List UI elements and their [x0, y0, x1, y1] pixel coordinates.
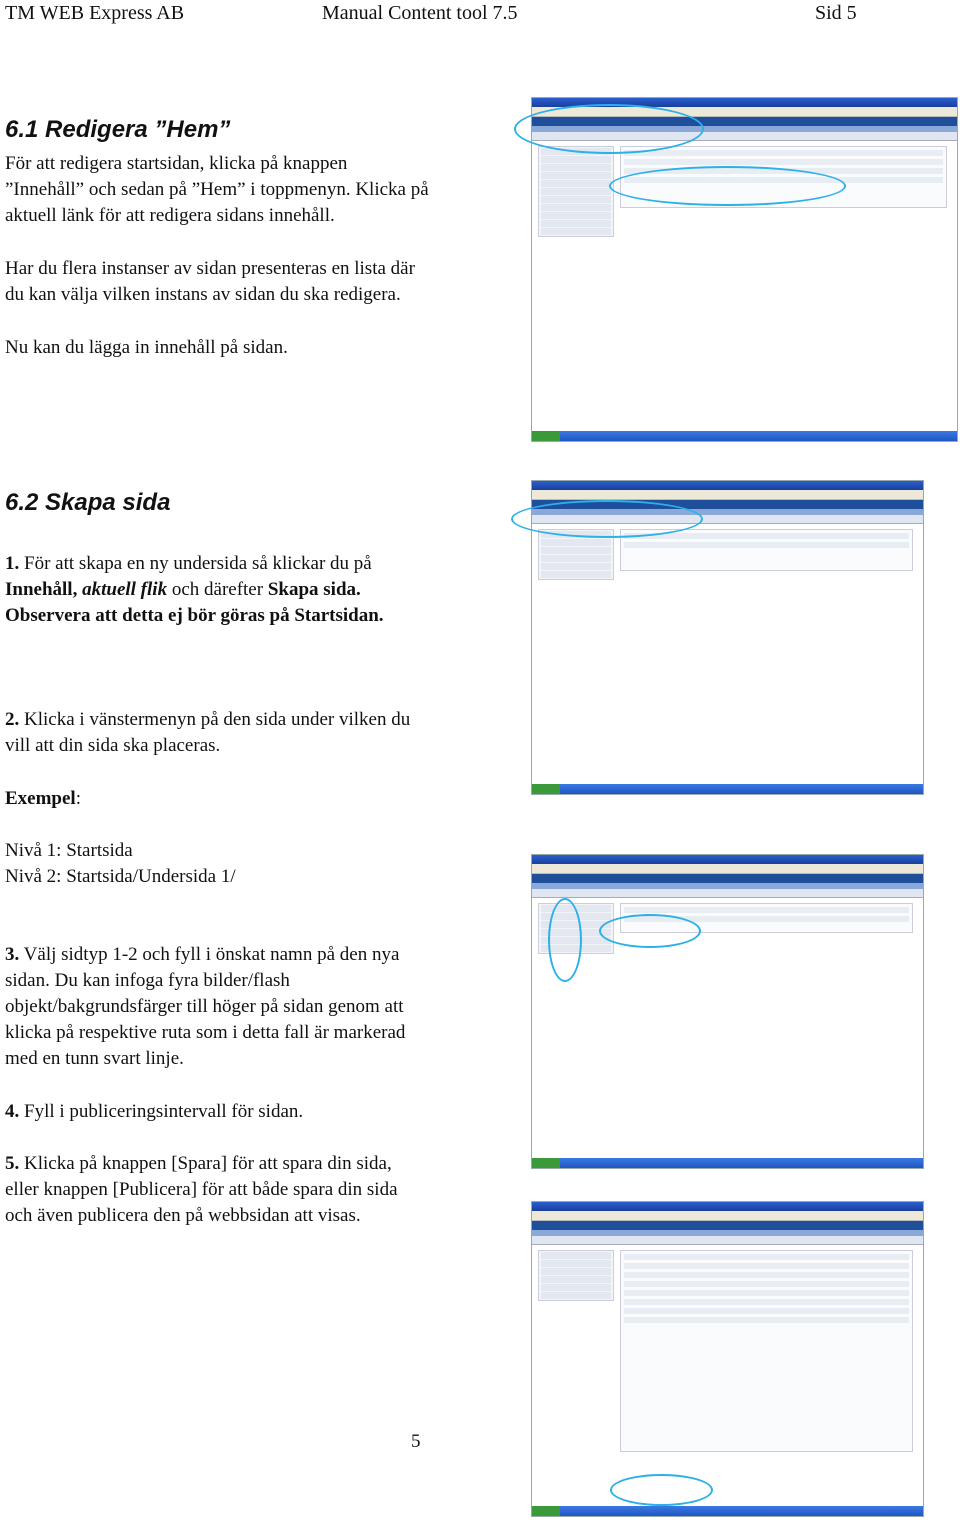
screenshot-select-parent [531, 854, 924, 1169]
header-manual-title: Manual Content tool 7.5 [322, 2, 518, 24]
highlight-ring-instance [609, 166, 846, 206]
highlight-ring-page-type [599, 914, 701, 948]
section-heading-6-2: 6.2 Skapa sida [5, 489, 171, 516]
example-levels: Nivå 1: Startsida Nivå 2: Startsida/Undersida 1/ [5, 840, 236, 887]
section61-paragraph-1: För att redigera startsidan, klicka på knappen ”Innehåll” och sedan på ”Hem” i toppmenyn. Klicka på aktuell länk för att redigera sidans innehåll. [5, 153, 429, 226]
screenshot-save-page [531, 1201, 924, 1517]
section-heading-6-1: 6.1 Redigera ”Hem” [5, 116, 231, 143]
header-page-label: Sid 5 [815, 2, 857, 24]
section61-paragraph-3: Nu kan du lägga in innehåll på sidan. [5, 337, 288, 358]
step-4: 4. Fyll i publiceringsintervall för sidan. [5, 1101, 304, 1122]
highlight-ring-save-buttons [610, 1474, 713, 1506]
header-company: TM WEB Express AB [5, 2, 185, 24]
step-3: 3. Välj sidtyp 1-2 och fyll i önskat namn på den nya sidan. Du kan infoga fyra bilder/flash objekt/bakgrundsfärger till höger på sidan genom att klicka på respektive ruta som i detta fall är markerad med en tunn svart linje. [5, 944, 406, 1069]
step-5: 5. Klicka på knappen [Spara] för att spara din sida, eller knappen [Publicera] för att både spara din sida och även publicera den på webbsidan att visas. [5, 1153, 398, 1226]
section61-paragraph-2: Har du flera instanser av sidan presenteras en lista där du kan välja vilken instans av sidan du ska redigera. [5, 258, 415, 305]
step-2: 2. Klicka i vänstermenyn på den sida under vilken du vill att din sida ska placeras. [5, 709, 411, 756]
highlight-ring-menu [514, 104, 704, 154]
highlight-ring-tabs [511, 500, 703, 538]
step-1: 1. För att skapa en ny undersida så klickar du på Innehåll, aktuell flik och därefter Skapa sida. Observera att detta ej bör göras på Startsidan. [5, 553, 384, 626]
highlight-ring-left-menu [548, 898, 582, 982]
example-label: Exempel: [5, 788, 81, 809]
page-number: 5 [411, 1431, 421, 1452]
